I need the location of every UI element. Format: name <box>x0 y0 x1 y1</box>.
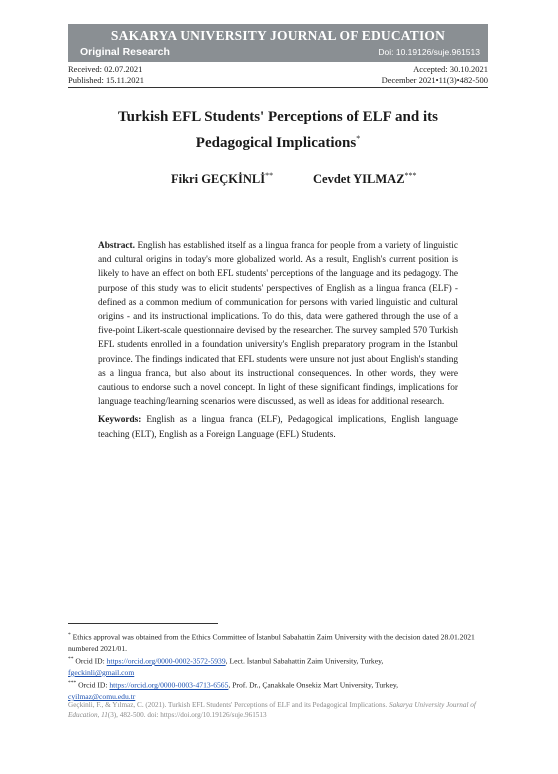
journal-title: SAKARYA UNIVERSITY JOURNAL OF EDUCATION <box>110 28 446 43</box>
citation-volume: 11 <box>101 711 108 719</box>
author-marker: *** <box>404 171 417 180</box>
footnote-divider <box>68 623 218 624</box>
title-footnote-marker: * <box>356 134 361 143</box>
orcid-label: Orcid ID: <box>75 656 105 666</box>
email-link[interactable]: cyilmaz@comu.edu.tr <box>68 692 136 702</box>
paper-title <box>68 106 488 154</box>
citation-post: (3), 482-500. doi: https://doi.org/10.19126/suje.961513 <box>107 711 267 719</box>
citation-journal: Sakarya University Journal of Education, <box>68 701 476 719</box>
citation-pre: Geçkinli, F., & Yılmaz, C. (2021). Turkish EFL Students' Perceptions of ELF and its Pedagogical Implications. <box>68 701 388 709</box>
received-date: Received: 02.07.2021 <box>68 64 143 74</box>
abstract-block <box>98 239 458 442</box>
orcid-link[interactable]: https://orcid.org/0000-0002-3572-5939 <box>106 656 226 666</box>
header-divider <box>68 87 488 88</box>
footnote-text: Ethics approval was obtained from the Ethics Committee of İstanbul Sabahattin Zaim University with the decision dated 28.01.2021 numbered 2021/01. <box>68 632 475 653</box>
orcid-link[interactable]: https://orcid.org/0000-0003-4713-6565 <box>109 680 229 690</box>
orcid-label: Orcid ID: <box>78 680 108 690</box>
author-marker: ** <box>265 171 274 180</box>
keywords-label: Keywords: <box>98 415 142 426</box>
keywords-paragraph <box>98 413 458 441</box>
section-label: Original Research <box>80 46 170 58</box>
footnote-1 <box>68 630 490 654</box>
citation-note <box>68 700 490 720</box>
footnotes <box>68 630 490 702</box>
title-line-1: Turkish EFL Students' Perceptions of ELF and its <box>118 109 438 125</box>
keywords-text: English as a lingua franca (ELF), Pedagogical implications, English language teaching (ELT), English as a Foreign Language (EFL) Students. <box>98 415 458 440</box>
author-2 <box>313 171 417 187</box>
title-line-2: Pedagogical Implications <box>195 135 357 151</box>
footnote-marker: ** <box>68 656 74 663</box>
author-name: Cevdet YILMAZ <box>313 172 405 187</box>
abstract-paragraph <box>98 239 458 409</box>
published-date: Published: 15.11.2021 <box>68 75 144 85</box>
footnote-2 <box>68 654 490 678</box>
abstract-text: English has established itself as a lingua franca for people from a variety of linguistic and cultural origins in today's more globalized world. As a result, English's current position is likely to have an effect on both EFL students' perceptions of the language and its pedagogy. The purpose of this study was to elicit students' perspectives of English as a lingua franca (ELF) - defined as a common medium of communication for persons with varied linguistic and cultural origins - and its instructional implications. To do this, data were gathered through the use of a five-point Likert-scale questionnaire devised by the researcher. The survey sampled 570 Turkish EFL students enrolled in a foundation university's English preparatory program in the Istanbul province. The findings indicated that EFL students were unsure not just about English's standing as a lingua franca, but also about its instructional consequences. In other words, they were cautious to endorse such a novel concept. In light of these significant findings, implications for language teaching/learning scenarios were discussed, as well as ideas for additional research. <box>98 241 459 408</box>
affiliation-text: , Prof. Dr., Çanakkale Onsekiz Mart University, Turkey, <box>228 680 399 690</box>
author-name: Fikri GEÇKİNLİ <box>171 172 266 187</box>
abstract-label: Abstract. <box>98 241 135 251</box>
journal-header-banner <box>68 24 488 62</box>
accepted-date: Accepted: 30.10.2021 <box>413 64 488 74</box>
author-1 <box>171 171 273 187</box>
footnote-3 <box>68 678 490 702</box>
doi-label: Doi: 10.19126/suje.961513 <box>378 47 480 57</box>
email-link[interactable]: fgeckinli@gmail.com <box>68 667 135 677</box>
issue-info: December 2021•11(3)•482-500 <box>381 75 488 85</box>
footnote-marker: * <box>68 632 71 638</box>
footnote-marker: *** <box>68 680 77 687</box>
affiliation-text: , Lect. İstanbul Sabahattin Zaim University, Turkey, <box>225 656 384 666</box>
